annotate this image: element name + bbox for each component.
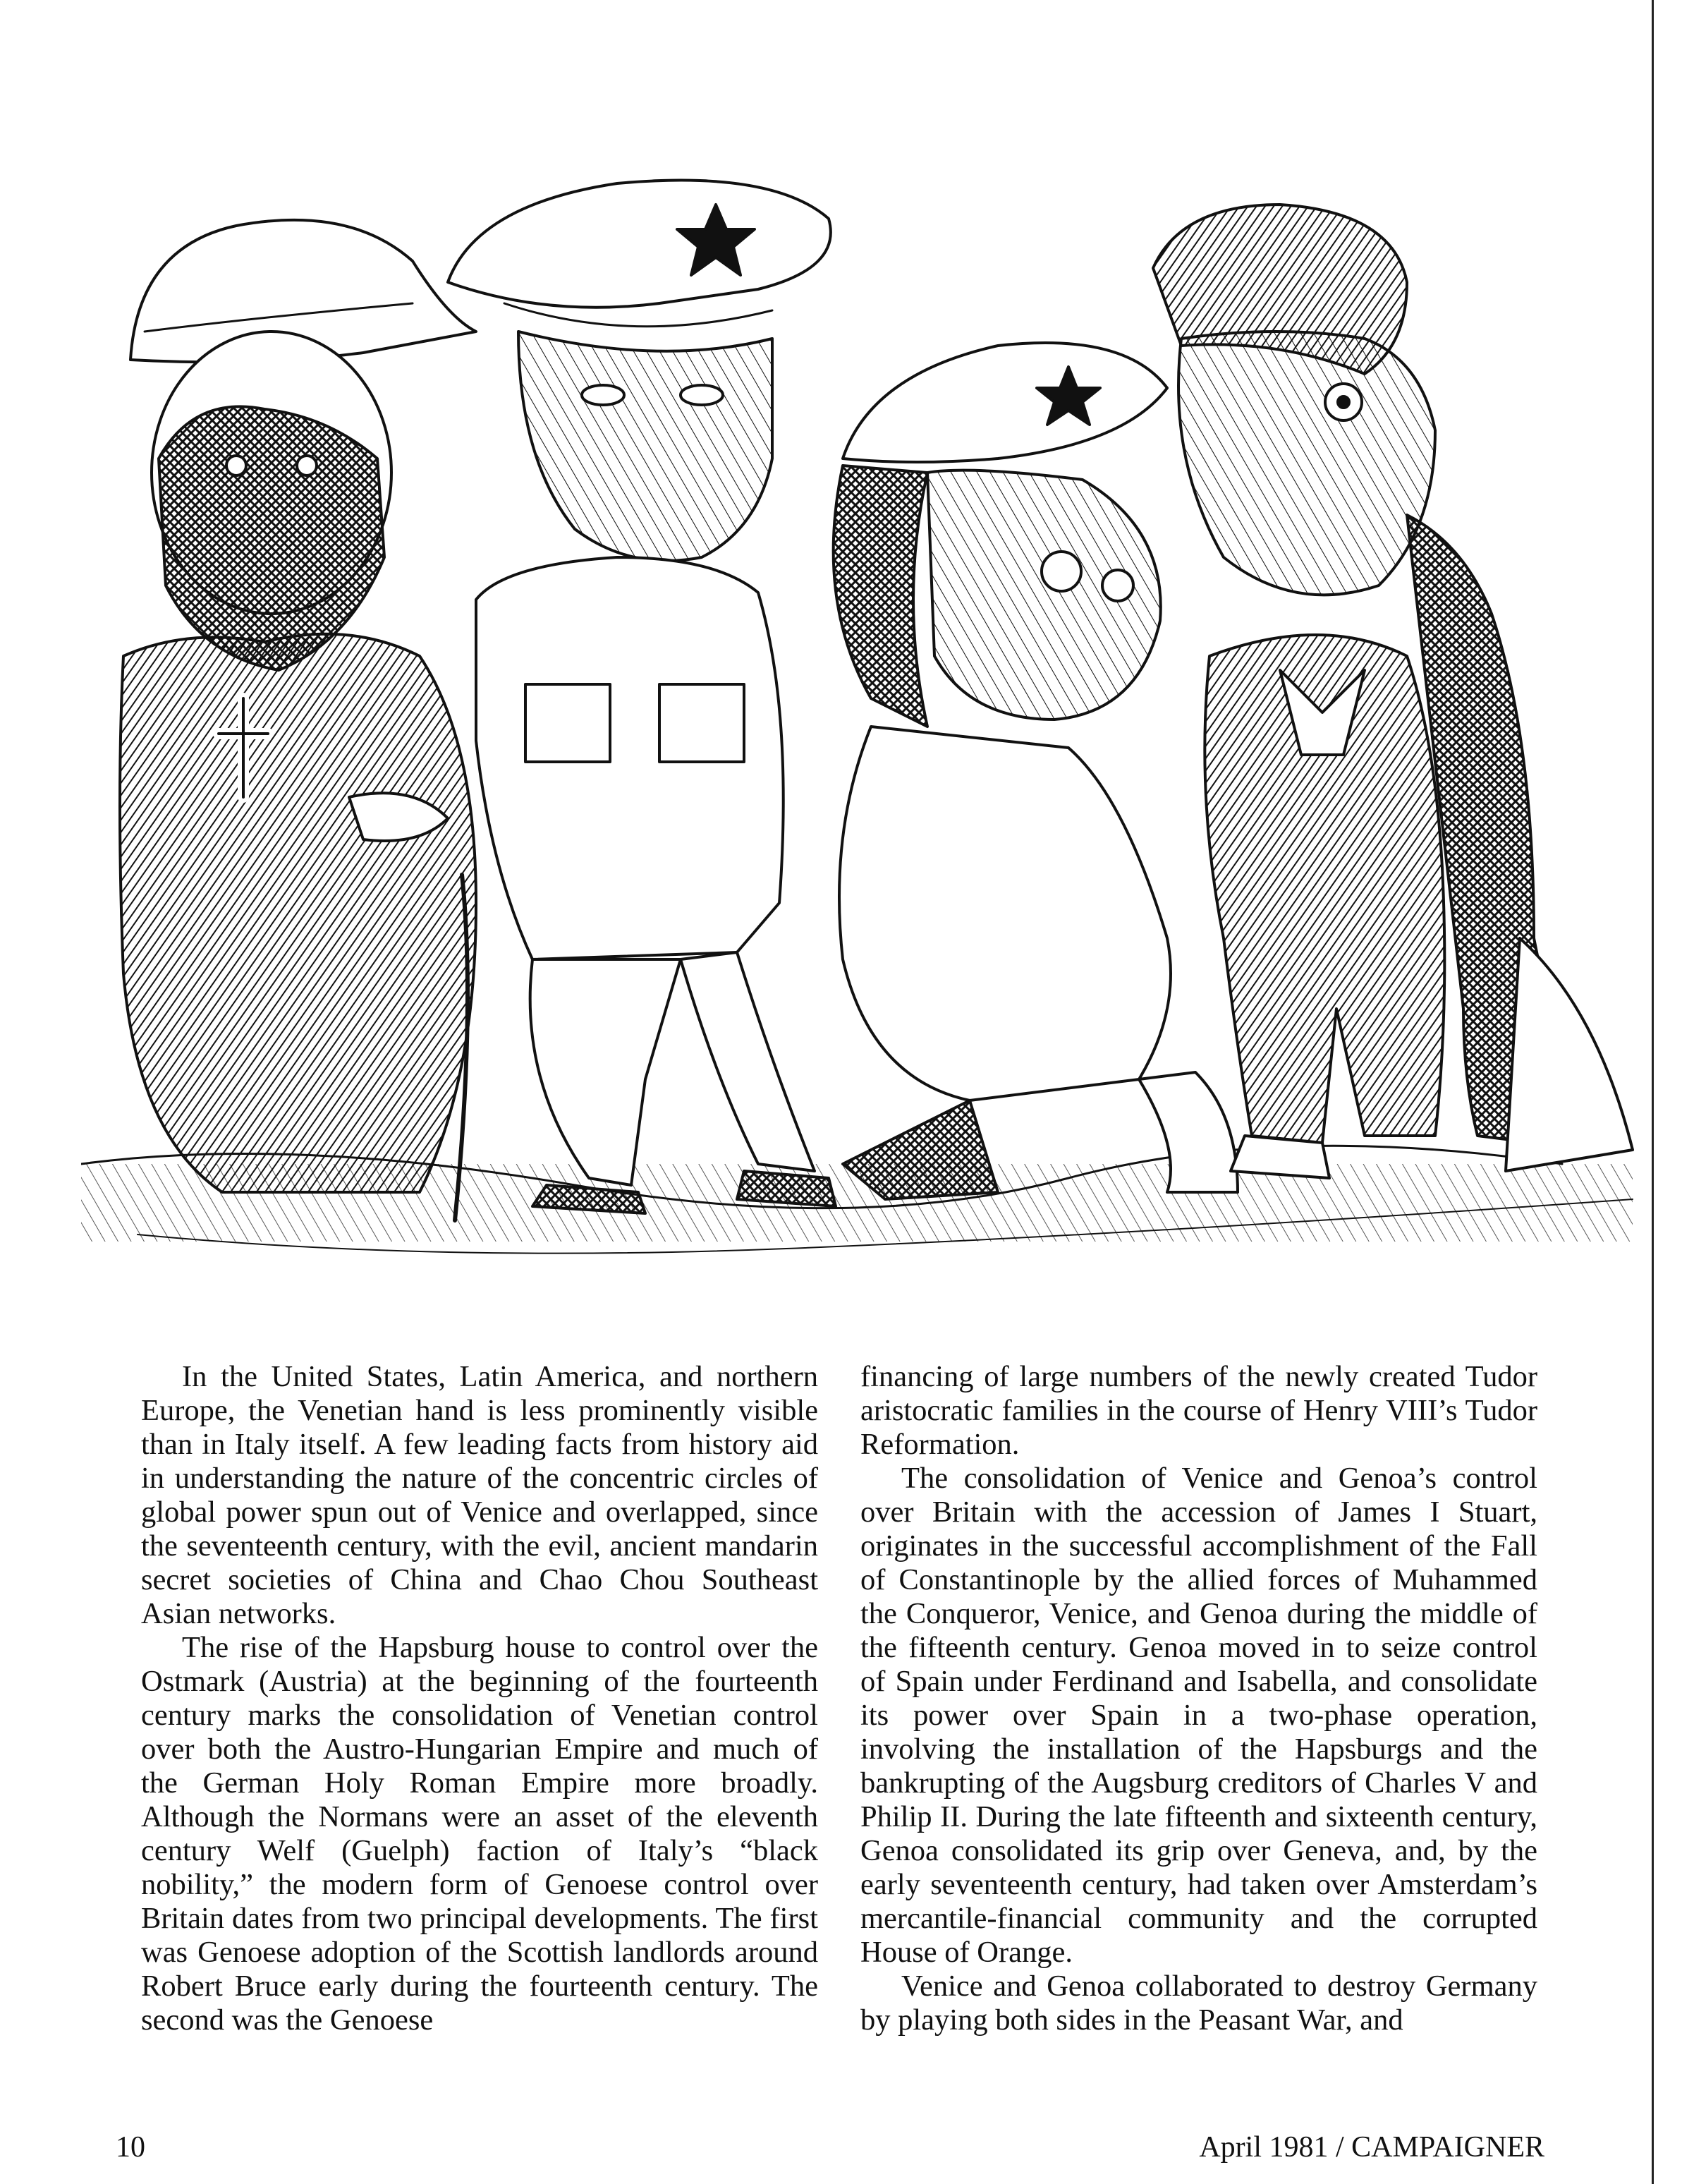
- figure-cleric-with-cross: [120, 220, 476, 1192]
- paragraph: In the United States, Latin America, and northern Europe, the Venetian hand is less prominently visible than in Italy itself. A few leading facts from history aid in understanding the nature of the concentric circles of global power spun out of Venice and overlapped, since the seventeenth century, with the evil, ancient mandarin secret societies of China and Chao Chou Southeast Asian networks.: [141, 1360, 818, 1630]
- figure-man-in-cape: [1153, 205, 1633, 1178]
- caricature-illustration: [81, 162, 1661, 1277]
- paragraph: Venice and Genoa collaborated to destroy Germany by playing both sides in the Peasant War, and: [860, 1970, 1537, 2037]
- running-footer: April 1981 / CAMPAIGNER: [1199, 2131, 1544, 2164]
- figure-kneeling-man-with-glasses: [834, 343, 1238, 1199]
- article-column-left: [141, 1360, 818, 2037]
- paragraph: The rise of the Hapsburg house to control over the Ostmark (Austria) at the beginning of the fourteenth century marks the consolidation of Venetian control over both the Austro-Hungarian Empire and much of the German Holy Roman Empire more broadly. Although the Normans were an asset of the eleventh century Welf (Guelph) faction of Italy’s “black nobility,” the modern form of Genoese control over Britain dates from two principal developments. The first was Genoese adoption of the Scottish landlords around Robert Bruce early during the fourteenth century. The second was the Genoese: [141, 1631, 818, 2037]
- page-number: 10: [116, 2131, 145, 2164]
- paragraph: financing of large numbers of the newly created Tudor aristocratic families in the course of Henry VIII’s Tudor Reformation.: [860, 1360, 1537, 1461]
- article-column-right: [860, 1360, 1537, 2037]
- figure-officer-with-star-cap: [448, 181, 836, 1220]
- paragraph: The consolidation of Venice and Genoa’s control over Britain with the accession of James I Stuart, originates in the successful accomplishment of the Fall of Constantinople by the allied forces of Muhammed the Conqueror, Venice, and Genoa during the middle of the fifteenth century. Genoa moved in to seize control of Spain under Ferdinand and Isabella, and consolidate its power over Spain in a two-phase operation, involving the installation of the Hapsburgs and the bankrupting of the Augsburg creditors of Charles V and Philip II. During the late fifteenth and sixteenth century, Genoa consolidated its grip over Geneva, and, by the early seventeenth century, had taken over Amsterdam’s mercantile-financial community and the corrupted House of Orange.: [860, 1462, 1537, 1969]
